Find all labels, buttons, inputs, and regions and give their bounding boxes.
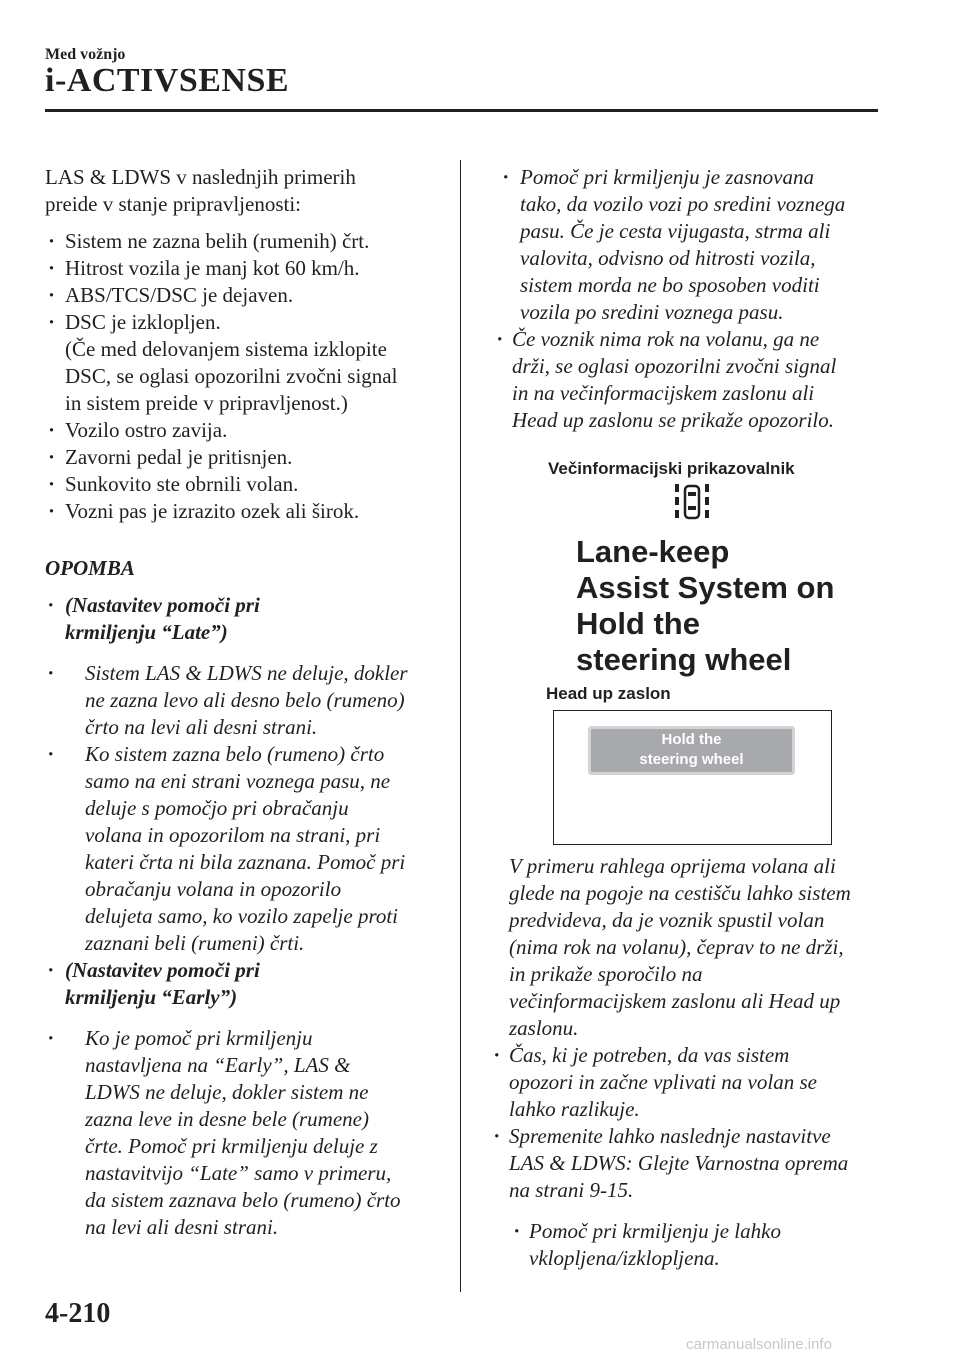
note-item: · Ko sistem zazna belo (rumeno) črto samo na eni strani voznega pasu, ne deluje s pomočjo pri obračanju volana in opozorilom na strani, pri kateri črta ni bila zaznana. Pomoč pri obračanju volana in opozorilo delujeta samo, ko vozilo zapelje proti zaznani beli (rumeni) črti. [45,741,440,957]
note-item: · Spremenite lahko naslednje nastavitve LAS & LDWS: Glejte Varnostna oprema na strani 9-15. [491,1123,894,1204]
list-item: · Vozni pas je izrazito ozek ali širok. [45,498,440,525]
mid-display-caption: Večinformacijski prikazovalnik [548,459,795,478]
left-column [45,164,440,1241]
list-item: · Sistem ne zazna belih (rumenih) črt. [45,228,440,255]
hud-display-message: Hold the steering wheel [588,726,795,775]
list-item: · DSC je izklopljen. (Če med delovanjem sistema izklopite DSC, se oglasi opozorilni zvočni signal in sistem preide v pripravljenost.) [45,309,440,417]
note-heading: OPOMBA [45,556,135,580]
note-early-heading: · (Nastavitev pomoči pri krmiljenju “Early”) [45,957,440,1011]
note-item: · Ko je pomoč pri krmiljenju nastavljena na “Early”, LAS & LDWS ne deluje, dokler sistem ne zazna leve in desne bele (rumene) črte. Pomoč pri krmiljenju deluje z nastavitvijo “Late” samo v primeru, da sistem zaznava belo (rumeno) črto na levi ali desni strani. [45,1025,440,1241]
intro-text: LAS & LDWS v naslednjih primerih preide v stanje pripravljenosti: [45,165,356,216]
paragraph: V primeru rahlega oprijema volana ali glede na pogoje na cestišču lahko sistem predvideva, da je voznik spustil volan (nima rok na volanu), čeprav to ne drži, in prikaže sporočilo na večinformacijskem zaslonu ali Head up zaslonu. [509,854,851,1040]
column-divider [460,160,461,1292]
note-item: · Pomoč pri krmiljenju je lahko vklopljena/izklopljena. [511,1218,894,1272]
note-item: · Čas, ki je potreben, da vas sistem opozori in začne vplivati na volan se lahko razlikuje. [491,1042,894,1123]
hud-caption: Head up zaslon [546,684,671,703]
chapter-title: i-ACTIVSENSE [45,62,290,99]
list-item: · Zavorni pedal je pritisnjen. [45,444,440,471]
list-item: · Hitrost vozila je manj kot 60 km/h. [45,255,440,282]
lane-keep-assist-icon [675,482,709,522]
watermark: carmanualsonline.info [686,1336,832,1353]
right-column-top [500,164,890,434]
list-item: · ABS/TCS/DSC je dejaven. [45,282,440,309]
list-item: · Sunkovito ste obrnili volan. [45,471,440,498]
note-late-heading: · (Nastavitev pomoči pri krmiljenju “Late”) [45,592,440,646]
right-column-bottom [509,853,894,1272]
note-item: · Če voznik nima rok na volanu, ga ne drži, se oglasi opozorilni zvočni signal in na večinformacijskem zaslonu ali Head up zaslonu se prikaže opozorilo. [494,326,890,434]
section-label: Med vožnjo [45,46,126,63]
note-item: · Pomoč pri krmiljenju je zasnovana tako, da vozilo vozi po sredini voznega pasu. Če je cesta vijugasta, strma ali valovita, odvisno od hitrosti vozila, sistem morda ne bo sposoben voditi vozila po sredini voznega pasu. [500,164,890,326]
mid-display-message: Lane-keep Assist System on Hold the steering wheel [576,534,835,677]
list-item: · Vozilo ostro zavija. [45,417,440,444]
page-number: 4-210 [45,1298,111,1329]
header-rule [45,109,878,112]
note-item: · Sistem LAS & LDWS ne deluje, dokler ne zazna levo ali desno belo (rumeno) črto na levi ali desni strani. [45,660,440,741]
